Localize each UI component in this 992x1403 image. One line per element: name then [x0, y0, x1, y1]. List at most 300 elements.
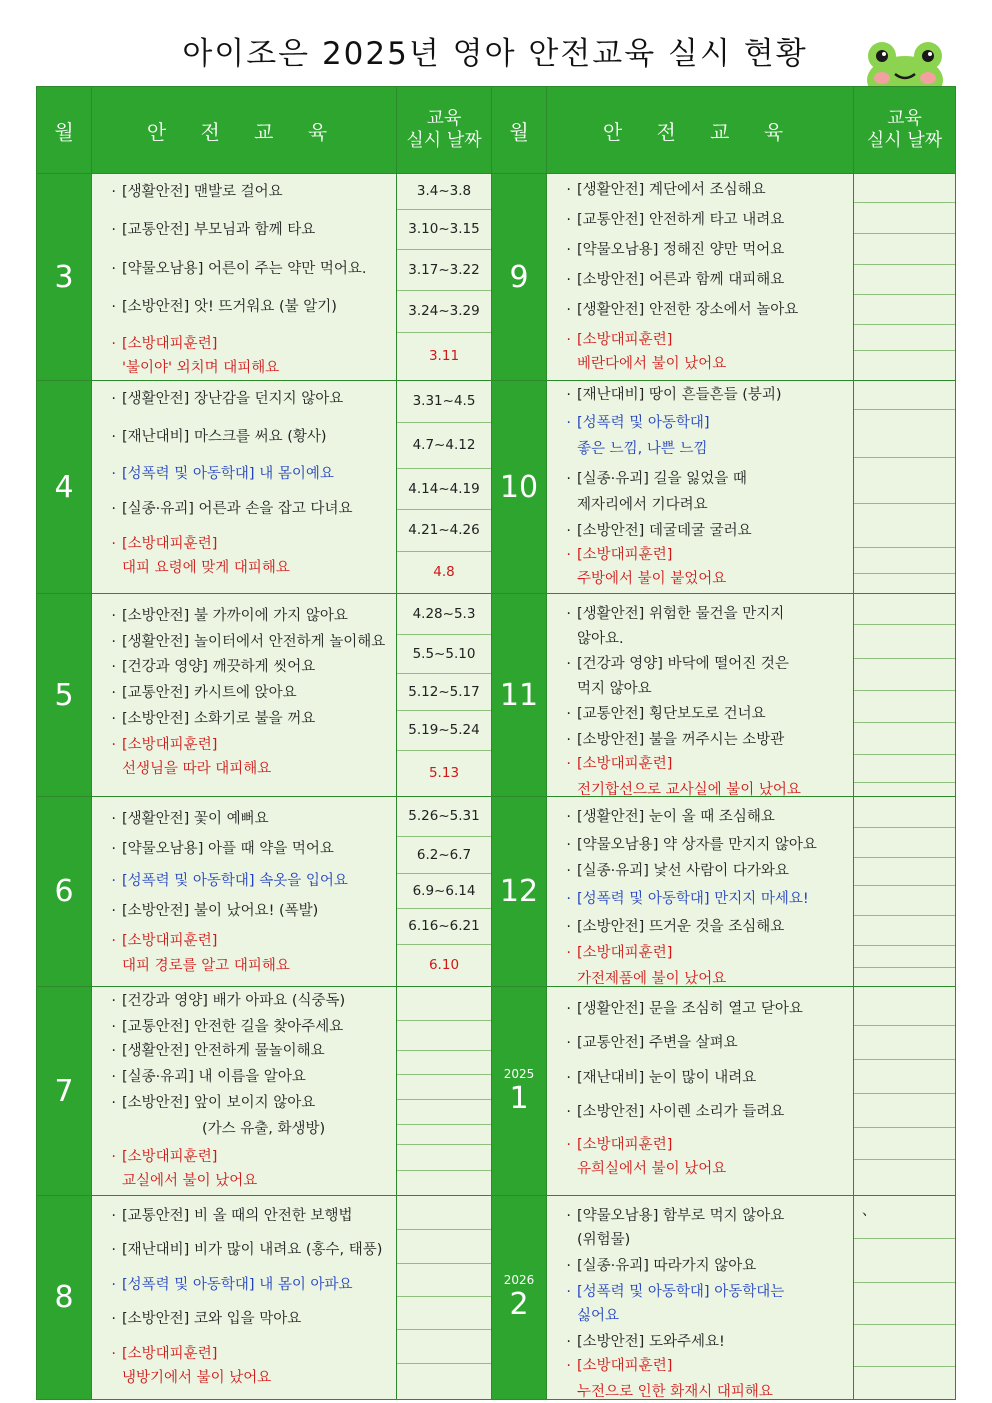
date-divider: [854, 915, 955, 916]
education-item-text: [생활안전] 계단에서 조심해요: [577, 182, 766, 198]
education-item: [92, 604, 396, 625]
education-item: [92, 929, 396, 950]
education-item-text: 냉방기에서 불이 났어요: [122, 1370, 272, 1386]
date-entry: [397, 1364, 491, 1398]
date-entry: 4.7~4.12: [397, 423, 491, 469]
education-item-text: [생활안전] 안전하게 물놀이해요: [122, 1043, 325, 1059]
bullet-icon: ·: [111, 261, 116, 277]
education-item-text: [생활안전] 꽃이 예뻐요: [122, 811, 269, 827]
education-item-text: 싫어요: [577, 1308, 620, 1324]
bullet-icon: ·: [566, 547, 571, 563]
education-cell: [92, 797, 397, 987]
education-item-text: 베란다에서 불이 났어요: [577, 356, 727, 372]
education-item: [92, 1366, 396, 1387]
date-cell: [854, 381, 956, 594]
education-item-text: 누전으로 인한 화재시 대피해요: [577, 1384, 773, 1400]
education-item-text: [약물오남용] 약 상자를 만지지 않아요: [577, 837, 817, 853]
education-item: [547, 859, 853, 880]
date-entry: [397, 1100, 491, 1125]
month-number: 1: [509, 1080, 529, 1116]
education-item-text: [소방대피훈련]: [577, 547, 673, 563]
bullet-icon: ·: [566, 1070, 571, 1086]
date-divider: [854, 827, 955, 828]
education-item-text: [소방대피훈련]: [577, 1137, 673, 1153]
date-divider: [854, 1324, 955, 1325]
education-item: [92, 295, 396, 316]
education-item: [547, 1133, 853, 1154]
education-item-text: [생활안전] 놀이터에서 안전하게 놀이해요: [122, 634, 386, 650]
education-cell: [92, 594, 397, 797]
education-item: [547, 915, 853, 936]
education-item: [547, 1304, 853, 1325]
education-item: [92, 630, 396, 651]
date-entry: 3.4~3.8: [397, 174, 491, 210]
education-item-text: 대피 요령에 맞게 대피해요: [122, 560, 290, 576]
education-item-text: (위험물): [577, 1232, 631, 1248]
bullet-icon: ·: [566, 945, 571, 961]
education-item-text: [교통안전] 카시트에 앉아요: [122, 685, 297, 701]
bullet-icon: ·: [111, 1069, 116, 1085]
date-entry: 5.13: [428, 765, 460, 781]
education-item: [92, 807, 396, 828]
month-cell: [492, 594, 547, 797]
date-divider: [854, 722, 955, 723]
date-entry: [397, 1297, 491, 1330]
month-number: 12: [499, 874, 539, 909]
education-item: [92, 497, 396, 518]
education-item-text: '불이야' 외치며 대피해요: [122, 360, 280, 376]
bullet-icon: ·: [566, 471, 571, 487]
bullet-icon: ·: [111, 873, 116, 889]
date-divider: [854, 1093, 955, 1094]
bullet-icon: ·: [111, 993, 116, 1009]
date-entry: [397, 1264, 491, 1297]
date-divider: [854, 409, 955, 410]
bullet-icon: ·: [566, 1035, 571, 1051]
education-item-text: [소방대피훈련]: [577, 756, 673, 772]
education-item: [92, 681, 396, 702]
education-item: [547, 778, 853, 799]
education-item: [547, 887, 853, 908]
education-item-text: [실종·유괴] 어른과 손을 잡고 다녀요: [122, 501, 353, 517]
date-divider: [854, 1282, 955, 1283]
education-item-text: [소방대피훈련]: [577, 1358, 673, 1374]
education-item: [547, 702, 853, 723]
date-entry: 5.12~5.17: [397, 674, 491, 711]
date-divider: [854, 547, 955, 548]
date-entry: 3.11: [428, 348, 460, 364]
education-cell: [547, 797, 854, 987]
education-item: [547, 752, 853, 773]
education-cell: [547, 1196, 854, 1400]
bullet-icon: ·: [566, 387, 571, 403]
education-item-text: 제자리에서 기다려요: [577, 497, 708, 513]
date-entry: [397, 1075, 491, 1100]
month-cell: 6: [37, 797, 92, 987]
education-item-text: [실종·유괴] 따라가지 않아요: [577, 1258, 757, 1274]
bullet-icon: ·: [111, 429, 116, 445]
date-divider: [854, 967, 955, 968]
header-date-right: 교육 실시 날짜: [854, 87, 956, 174]
education-item-text: [교통안전] 횡단보도로 건너요: [577, 706, 766, 722]
education-item: [547, 728, 853, 749]
education-item: [547, 178, 853, 199]
education-item: [547, 567, 853, 588]
header-month-left: 월: [37, 87, 92, 174]
education-item-text: [교통안전] 부모님과 함께 타요: [122, 222, 316, 238]
bullet-icon: ·: [566, 606, 571, 622]
bullet-icon: ·: [566, 756, 571, 772]
education-item: [92, 899, 396, 920]
bullet-icon: ·: [566, 1104, 571, 1120]
date-divider: [854, 658, 955, 659]
month-number: 9: [509, 259, 529, 295]
education-item-text: [소방안전] 소화기로 불을 꺼요: [122, 711, 316, 727]
date-divider: [854, 202, 955, 203]
month-number: 2: [509, 1287, 529, 1322]
bullet-icon: ·: [566, 732, 571, 748]
education-item-text: [성폭력 및 아동학대] 내 몸이예요: [122, 466, 334, 482]
bullet-icon: ·: [566, 919, 571, 935]
bullet-icon: ·: [111, 933, 116, 949]
bullet-icon: ·: [566, 863, 571, 879]
education-item: [92, 757, 396, 778]
date-cell: [854, 594, 956, 797]
date-divider: [854, 1366, 955, 1367]
date-entry: 6.10: [428, 957, 460, 973]
date-entry: [397, 1330, 491, 1364]
bullet-icon: ·: [566, 212, 571, 228]
education-item: [547, 437, 853, 458]
bullet-icon: ·: [566, 242, 571, 258]
education-item: [547, 1380, 853, 1401]
header-date-left: 교육 실시 날짜: [397, 87, 492, 174]
year-label: 2026: [503, 1273, 535, 1287]
education-item-text: 가전제품에 불이 났어요: [577, 971, 727, 987]
education-item-text: [소방대피훈련]: [122, 1346, 218, 1362]
education-item-text: [소방대피훈련]: [577, 945, 673, 961]
date-divider: [854, 324, 955, 325]
bullet-icon: ·: [566, 656, 571, 672]
bullet-icon: ·: [566, 1208, 571, 1224]
bullet-icon: ·: [111, 1095, 116, 1111]
education-item-text: [소방대피훈련]: [122, 1149, 218, 1165]
header-education-right: 안 전 교 육: [547, 87, 854, 174]
education-item-text: [소방안전] 앗! 뜨거워요 (불 알기): [122, 299, 337, 315]
education-cell: [92, 381, 397, 594]
education-item-text: [생활안전] 눈이 올 때 조심해요: [577, 809, 775, 825]
bullet-icon: ·: [111, 841, 116, 857]
education-item: [547, 677, 853, 698]
education-item-text: [약물오남용] 아플 때 약을 먹어요: [122, 841, 334, 857]
bullet-icon: ·: [111, 299, 116, 315]
bullet-icon: ·: [111, 336, 116, 352]
month-cell: [492, 797, 547, 987]
date-entry: 3.31~4.5: [397, 381, 491, 423]
date-entry: [397, 1171, 491, 1194]
month-cell: [492, 987, 547, 1196]
education-item: [92, 218, 396, 239]
education-item: [92, 332, 396, 353]
date-cell: [854, 987, 956, 1196]
education-item-text: 주방에서 불이 붙었어요: [577, 571, 727, 587]
table-row: [37, 381, 956, 594]
education-item: [547, 967, 853, 988]
education-item-text: [소방안전] 불을 꺼주시는 소방관: [577, 732, 785, 748]
month-cell: [492, 1196, 547, 1400]
date-divider: [854, 945, 955, 946]
education-item: [547, 602, 853, 623]
education-item: [547, 1280, 853, 1301]
table-row: [37, 174, 956, 381]
education-item: [92, 532, 396, 553]
bullet-icon: ·: [111, 903, 116, 919]
education-item-text: [교통안전] 안전한 길을 찾아주세요: [122, 1019, 344, 1035]
education-item: [547, 1066, 853, 1087]
education-item-text: [약물오남용] 정해진 양만 먹어요: [577, 242, 785, 258]
date-cell: [397, 594, 492, 797]
education-item-text: [소방안전] 뜨거운 것을 조심해요: [577, 919, 785, 935]
education-item: [547, 352, 853, 373]
header-education-left: 안 전 교 육: [92, 87, 397, 174]
date-entry: 3.10~3.15: [397, 210, 491, 250]
education-item-text: (가스 유출, 화생방): [202, 1121, 326, 1137]
page-title: 아이조은 2025년 영아 안전교육 실시 현황: [182, 36, 808, 72]
date-divider: [854, 624, 955, 625]
bullet-icon: ·: [566, 415, 571, 431]
education-item: [547, 1354, 853, 1375]
education-item-text: [실종·유괴] 내 이름을 알아요: [122, 1069, 306, 1085]
education-item: [92, 1169, 396, 1190]
bullet-icon: ·: [111, 1208, 116, 1224]
date-divider: [854, 690, 955, 691]
date-entry: 5.5~5.10: [397, 635, 491, 674]
education-item: [92, 556, 396, 577]
bullet-icon: ·: [111, 659, 116, 675]
bullet-icon: ·: [566, 1258, 571, 1274]
date-cell: [397, 797, 492, 987]
date-cell: [854, 797, 956, 987]
bullet-icon: ·: [566, 182, 571, 198]
bullet-icon: ·: [111, 1149, 116, 1165]
bullet-icon: ·: [111, 1242, 116, 1258]
date-divider: [854, 1238, 955, 1239]
date-divider: [854, 1025, 955, 1026]
education-item-text: [소방대피훈련]: [122, 933, 218, 949]
education-item-text: [건강과 영양] 배가 아파요 (식중독): [122, 993, 346, 1009]
education-cell: [92, 987, 397, 1196]
bullet-icon: ·: [566, 302, 571, 318]
bullet-icon: ·: [111, 466, 116, 482]
education-item-text: [건강과 영양] 바닥에 떨어진 것은: [577, 656, 789, 672]
date-entry: 4.28~5.3: [397, 594, 491, 635]
education-item: [547, 543, 853, 564]
education-item: [92, 1091, 396, 1112]
date-entry: [397, 1145, 491, 1171]
bullet-icon: ·: [111, 1019, 116, 1035]
bullet-icon: ·: [566, 891, 571, 907]
education-item: [547, 298, 853, 319]
education-item: [92, 1273, 396, 1294]
date-entry: [397, 987, 491, 1021]
date-divider: [854, 294, 955, 295]
date-divider: [854, 754, 955, 755]
education-item: [547, 467, 853, 488]
education-item: [92, 655, 396, 676]
education-item: [547, 1254, 853, 1275]
date-divider: [854, 233, 955, 234]
education-item: [547, 328, 853, 349]
date-cell: [397, 174, 492, 381]
date-divider: [854, 1127, 955, 1128]
education-item-text: [약물오남용] 함부로 먹지 않아요: [577, 1208, 785, 1224]
education-item-text: [생활안전] 장난감을 던지지 않아요: [122, 391, 344, 407]
education-item: [92, 1342, 396, 1363]
education-item: [92, 869, 396, 890]
date-entry: [397, 1125, 491, 1145]
date-entry: 5.19~5.24: [397, 711, 491, 751]
education-item: [92, 1307, 396, 1328]
education-item-text: [재난대비] 비가 많이 내려요 (홍수, 태풍): [122, 1242, 383, 1258]
education-item-text: [성폭력 및 아동학대]: [577, 415, 710, 431]
month-cell: 8: [37, 1196, 92, 1400]
education-item: [547, 1330, 853, 1351]
bullet-icon: ·: [111, 1311, 116, 1327]
date-entry: 6.16~6.21: [397, 909, 491, 945]
date-cell: [397, 381, 492, 594]
date-entry: [397, 1230, 491, 1264]
bullet-icon: ·: [566, 272, 571, 288]
education-item: [547, 997, 853, 1018]
education-item: [92, 180, 396, 201]
date-divider: [854, 350, 955, 351]
date-entry: [397, 1051, 491, 1075]
education-item: [547, 268, 853, 289]
education-item: [547, 383, 853, 404]
education-item-text: [소방대피훈련]: [122, 336, 218, 352]
education-item-text: [소방안전] 사이렌 소리가 들려요: [577, 1104, 785, 1120]
month-cell: 5: [37, 594, 92, 797]
education-item-text: [생활안전] 위험한 물건을 만지지: [577, 606, 785, 622]
education-item: [92, 356, 396, 377]
date-entry: 5.26~5.31: [397, 797, 491, 837]
education-item: [92, 425, 396, 446]
education-item: [547, 652, 853, 673]
date-divider: [854, 503, 955, 504]
education-cell: [547, 594, 854, 797]
header-month-right: 월: [492, 87, 547, 174]
bullet-icon: ·: [566, 1137, 571, 1153]
education-item: [92, 1065, 396, 1086]
date-entry: 4.8: [433, 564, 455, 580]
education-item: [92, 733, 396, 754]
month-cell: [492, 381, 547, 594]
education-item-text: [성폭력 및 아동학대] 내 몸이 아파요: [122, 1277, 353, 1293]
education-item-text: [성폭력 및 아동학대] 만지지 마세요!: [577, 891, 809, 907]
bullet-icon: ·: [566, 332, 571, 348]
date-entry: 3.24~3.29: [397, 291, 491, 333]
bullet-icon: ·: [566, 837, 571, 853]
education-table: [36, 86, 956, 1400]
date-cell: [854, 1196, 956, 1400]
date-cell: [854, 174, 956, 381]
education-item-text: [소방안전] 어른과 함께 대피해요: [577, 272, 785, 288]
education-item-text: [실종·유괴] 낯선 사람이 다가와요: [577, 863, 789, 879]
education-item-text: 전기합선으로 교사실에 불이 났어요: [577, 782, 801, 798]
education-item: [92, 1015, 396, 1036]
education-cell: [92, 174, 397, 381]
bullet-icon: ·: [566, 1284, 571, 1300]
bullet-icon: ·: [111, 811, 116, 827]
bullet-icon: ·: [566, 809, 571, 825]
education-item-text: [교통안전] 안전하게 타고 내려요: [577, 212, 785, 228]
date-cell: [397, 1196, 492, 1400]
education-item: [92, 257, 396, 278]
education-item: [547, 411, 853, 432]
education-item-text: [생활안전] 안전한 장소에서 놀아요: [577, 302, 799, 318]
education-item-text: [성폭력 및 아동학대] 속옷을 입어요: [122, 873, 348, 889]
education-item: [547, 627, 853, 648]
bullet-icon: ·: [566, 706, 571, 722]
bullet-icon: ·: [111, 634, 116, 650]
education-item: [547, 805, 853, 826]
education-item-text: [재난대비] 눈이 많이 내려요: [577, 1070, 757, 1086]
bullet-icon: ·: [111, 222, 116, 238]
month-cell: 3: [37, 174, 92, 381]
education-item-text: [소방안전] 도와주세요!: [577, 1334, 725, 1350]
education-item: [547, 519, 853, 540]
education-item-text: [성폭력 및 아동학대] 아동학대는: [577, 1284, 785, 1300]
month-cell: 4: [37, 381, 92, 594]
table-row: [37, 797, 956, 987]
education-item: [92, 707, 396, 728]
education-item: [547, 1100, 853, 1121]
bullet-icon: ·: [111, 184, 116, 200]
education-item-text: [소방안전] 불 가까이에 가지 않아요: [122, 608, 348, 624]
date-entry: [397, 1021, 491, 1051]
table-row: [37, 594, 956, 797]
date-divider: [854, 885, 955, 886]
education-item-text: [소방안전] 불이 났어요! (폭발): [122, 903, 319, 919]
education-cell: [92, 1196, 397, 1400]
education-item-text: [소방안전] 앞이 보이지 않아요: [122, 1095, 316, 1111]
education-item: [92, 837, 396, 858]
date-divider: [854, 1159, 955, 1160]
bullet-icon: ·: [111, 501, 116, 517]
education-item: [92, 462, 396, 483]
education-item: [92, 1145, 396, 1166]
education-item-text: [약물오남용] 어른이 주는 약만 먹어요.: [122, 261, 367, 277]
education-item: [547, 1157, 853, 1178]
date-divider: [854, 457, 955, 458]
education-item-text: 않아요.: [577, 631, 624, 647]
education-item: [92, 1204, 396, 1225]
bullet-icon: ·: [111, 1346, 116, 1362]
education-item: [547, 1031, 853, 1052]
date-divider: [854, 1059, 955, 1060]
education-item-text: [생활안전] 맨발로 걸어요: [122, 184, 283, 200]
education-item-text: [소방대피훈련]: [577, 332, 673, 348]
education-item: [92, 989, 396, 1010]
date-divider: [854, 573, 955, 574]
bullet-icon: ·: [111, 1277, 116, 1293]
month-cell: [492, 174, 547, 381]
education-item: [92, 1039, 396, 1060]
month-number: 11: [499, 677, 539, 713]
bullet-icon: ·: [566, 1001, 571, 1017]
education-item-text: [소방안전] 코와 입을 막아요: [122, 1311, 302, 1327]
education-item-text: [생활안전] 문을 조심히 열고 닫아요: [577, 1001, 803, 1017]
